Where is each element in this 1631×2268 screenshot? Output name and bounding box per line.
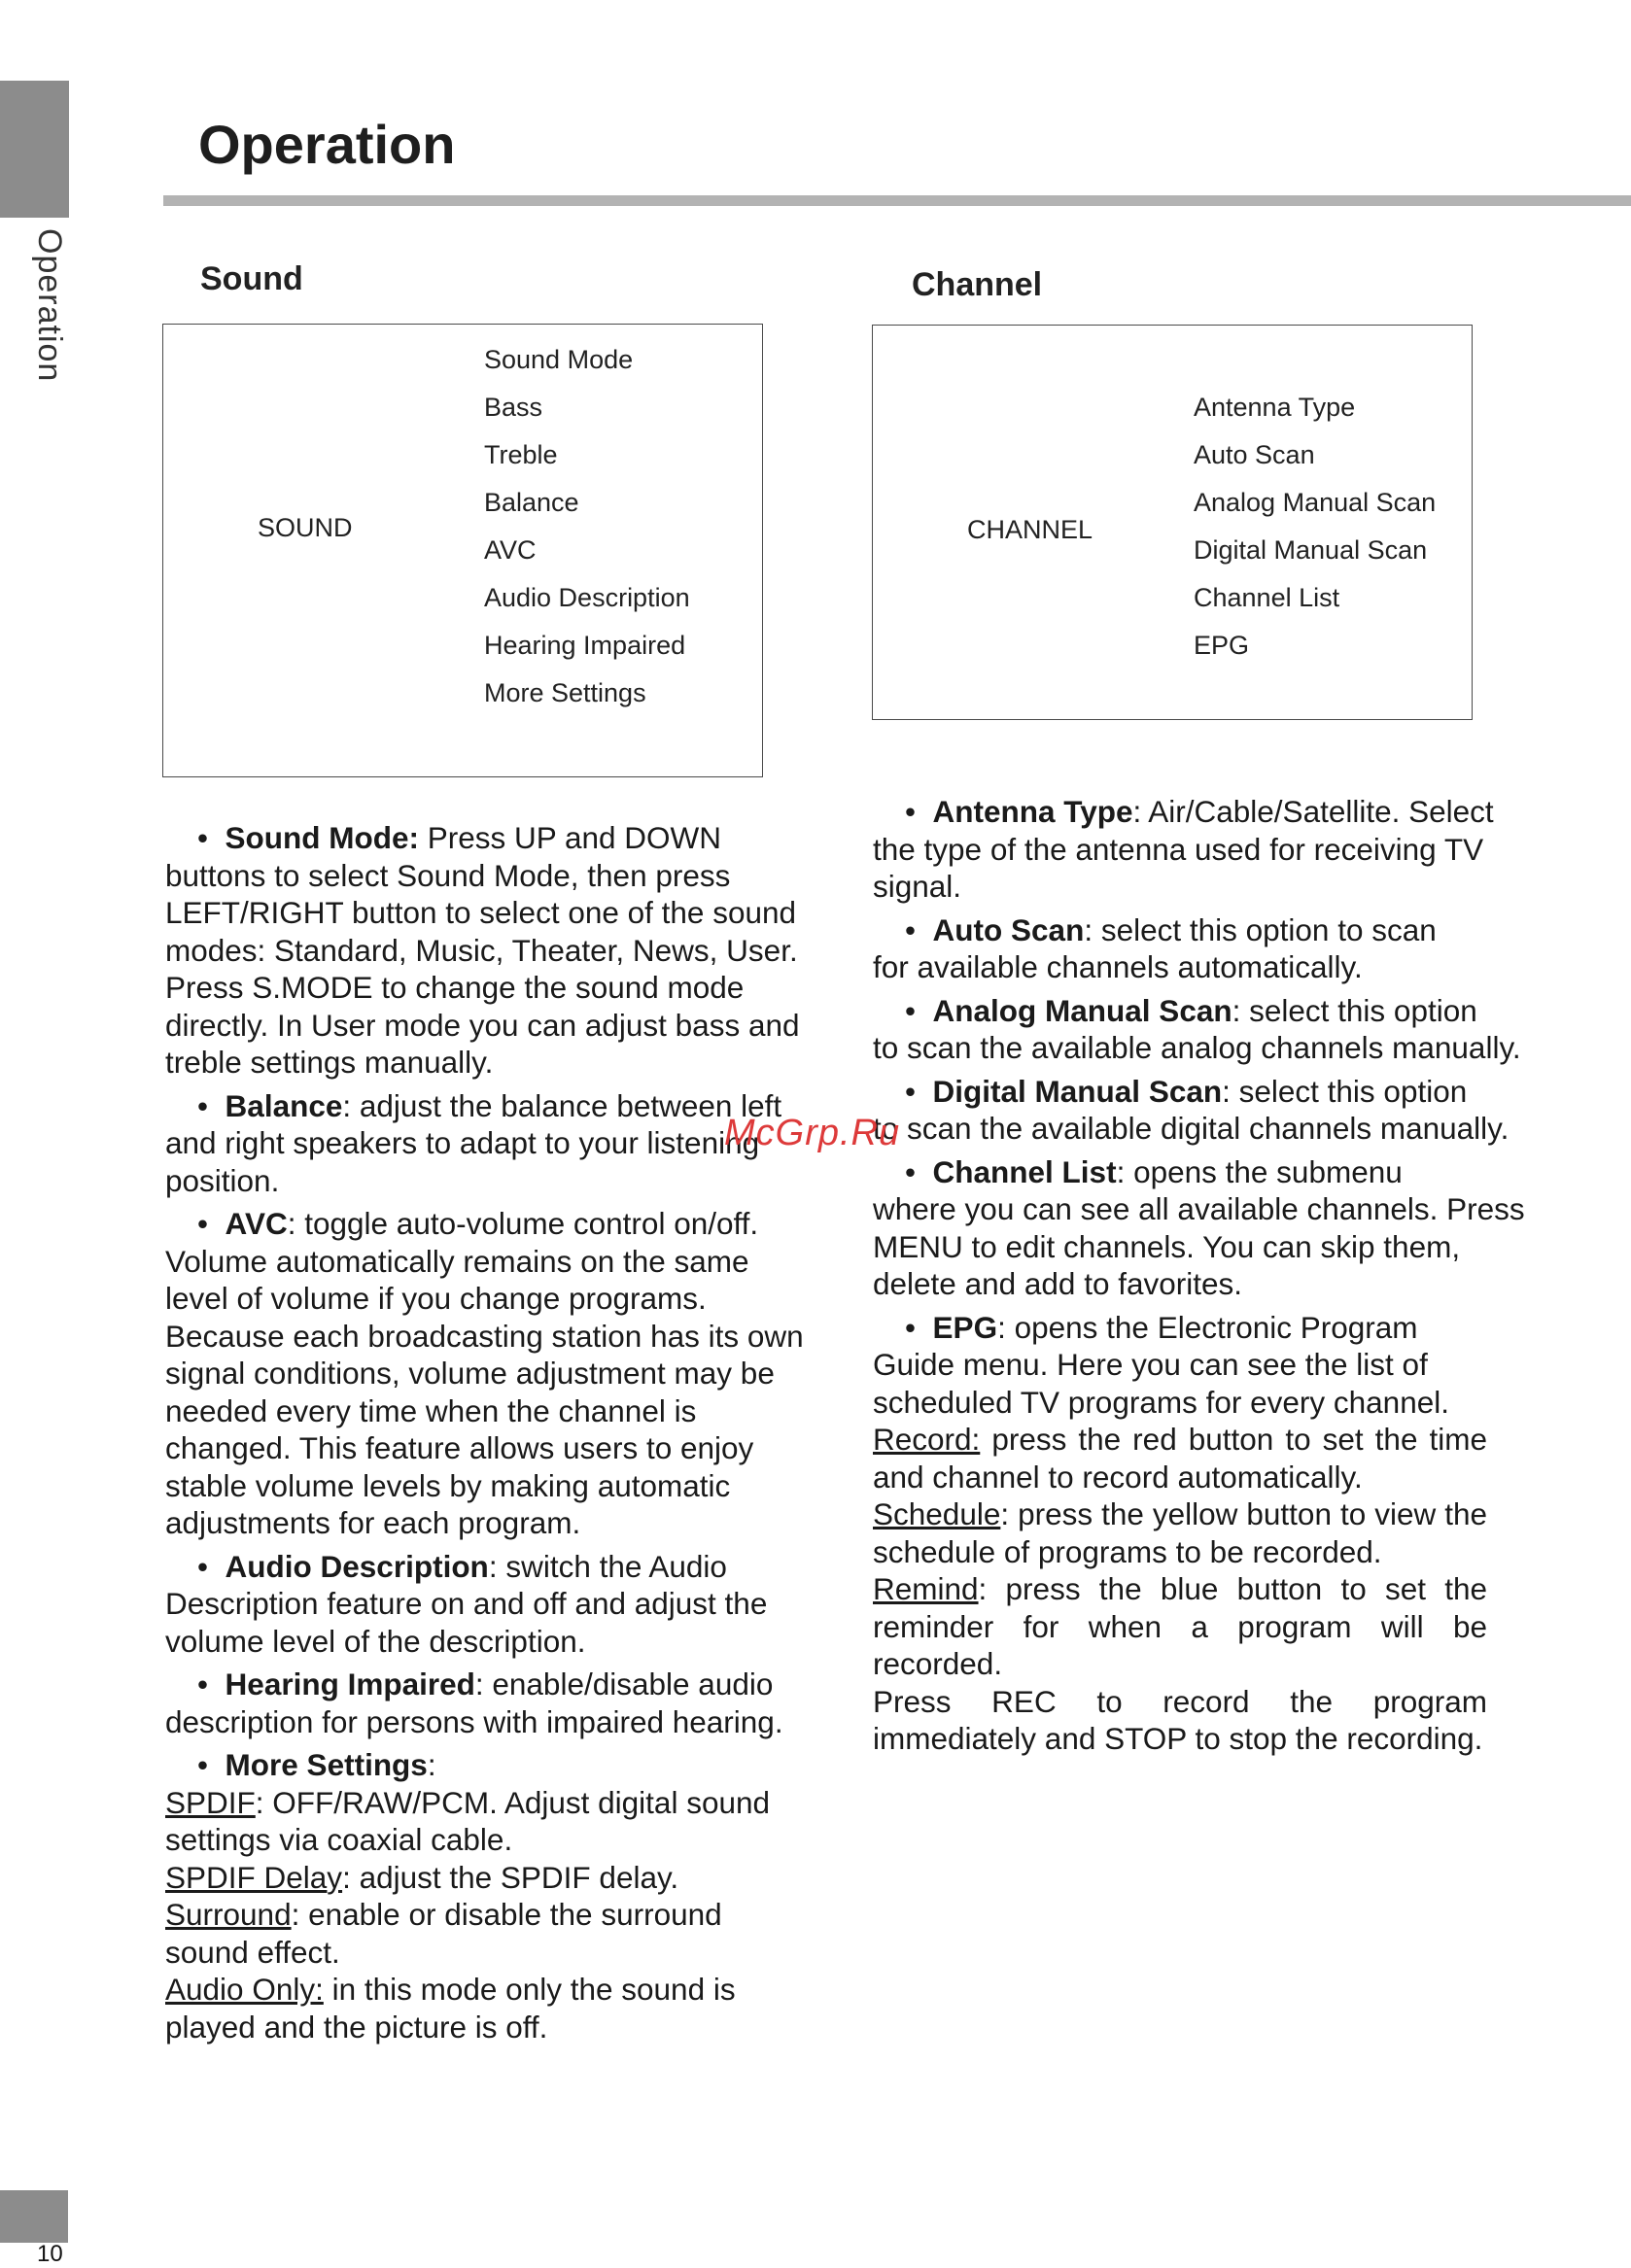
title-divider [163,195,1631,206]
menu-item: AVC [484,535,537,565]
menu-item: Auto Scan [1194,440,1315,469]
menu-item: Bass [484,393,543,422]
antenna-type-desc: • Antenna Type: Air/Cable/Satellite. Select the type of the antenna used for receiving TV signal. [873,794,1494,904]
hearing-impaired-desc: • Hearing Impaired: enable/disable audio description for persons with impaired hearing. [165,1667,783,1739]
epg-desc: • EPG: opens the Electronic Program Guide menu. Here you can see the list of scheduled TV programs for every channel. [873,1309,1449,1420]
side-tab-marker [0,81,69,218]
channel-descriptions [873,793,1534,1758]
side-section-label: Operation [31,228,68,383]
sound-heading: Sound [200,260,303,297]
more-settings-desc: • More Settings: SPDIF: OFF/RAW/PCM. Adjust digital sound settings via coaxial cable. SPDIF Delay: adjust the SPDIF delay. Surround: enable or disable the surround sound effect. Audio Only: in this mode only the sound is played and the picture is off. [165,1747,771,2045]
digital-manual-scan-desc: • Digital Manual Scan: select this option to scan the available digital channels manually. [873,1073,1510,1146]
channel-menu-diagram [872,325,1473,720]
menu-item: Channel List [1194,583,1340,612]
menu-item: Hearing Impaired [484,631,686,660]
sound-menu-diagram [162,324,763,777]
menu-item: Treble [484,440,558,469]
audio-description-desc: • Audio Description: switch the Audio Description feature on and off and adjust the volume level of the description. [165,1548,768,1659]
menu-item: Analog Manual Scan [1194,488,1437,517]
sound-descriptions [165,819,807,2051]
channel-heading: Channel [912,266,1043,303]
menu-item: More Settings [484,678,646,707]
sound-mode-desc: • Sound Mode: Press UP and DOWN buttons to select Sound Mode, then press LEFT/RIGHT button to select one of the sound modes: Standard, Music, Theater, News, User. Press S.MODE to change the sound mode directly. In User mode you can adjust bass and treble settings manually. [165,820,800,1080]
record-desc: Record: press the red button to set the time and channel to record automatically. [873,1422,1487,1495]
page-number-tab [0,2190,68,2243]
avc-desc: • AVC: toggle auto-volume control on/off. Volume automatically remains on the same level of volume if you change programs. Because each broadcasting station has its own signal conditions, volume adjustment may be needed every time when the channel is changed. This feature allows users to enjoy stable volume levels by making automatic adjustments for each program. [165,1206,804,1540]
channel-menu-label: CHANNEL [967,515,1093,544]
schedule-desc: Schedule: press the yellow button to view the schedule of programs to be recorded. [873,1496,1487,1569]
sound-menu-label: SOUND [258,513,353,542]
sound-menu-items [484,336,690,717]
channel-list-desc: • Channel List: opens the submenu where you can see all available channels. Press MENU to edit channels. You can skip them, delete and add to favorites. [873,1153,1525,1301]
channel-menu-items [1194,384,1436,670]
analog-manual-scan-desc: • Analog Manual Scan: select this option to scan the available analog channels manually. [873,992,1521,1065]
menu-item: Sound Mode [484,345,634,374]
menu-item: Digital Manual Scan [1194,535,1428,565]
epg-button-help [873,1421,1487,1758]
page-title: Operation [198,114,456,175]
menu-item: Antenna Type [1194,393,1356,422]
watermark: McGrp.Ru [724,1113,901,1153]
auto-scan-desc: • Auto Scan: select this option to scan for available channels automatically. [873,911,1437,984]
remind-desc: Remind: press the blue button to set the reminder for when a program will be recorded. [873,1571,1487,1681]
menu-item: Balance [484,488,579,517]
page-number: 10 [37,2241,63,2267]
menu-item: Audio Description [484,583,690,612]
rec-desc: Press REC to record the program immediately and STOP to stop the recording. [873,1683,1487,1756]
menu-item: EPG [1194,631,1250,660]
balance-desc: • Balance: adjust the balance between left and right speakers to adapt to your listening position. [165,1087,782,1198]
